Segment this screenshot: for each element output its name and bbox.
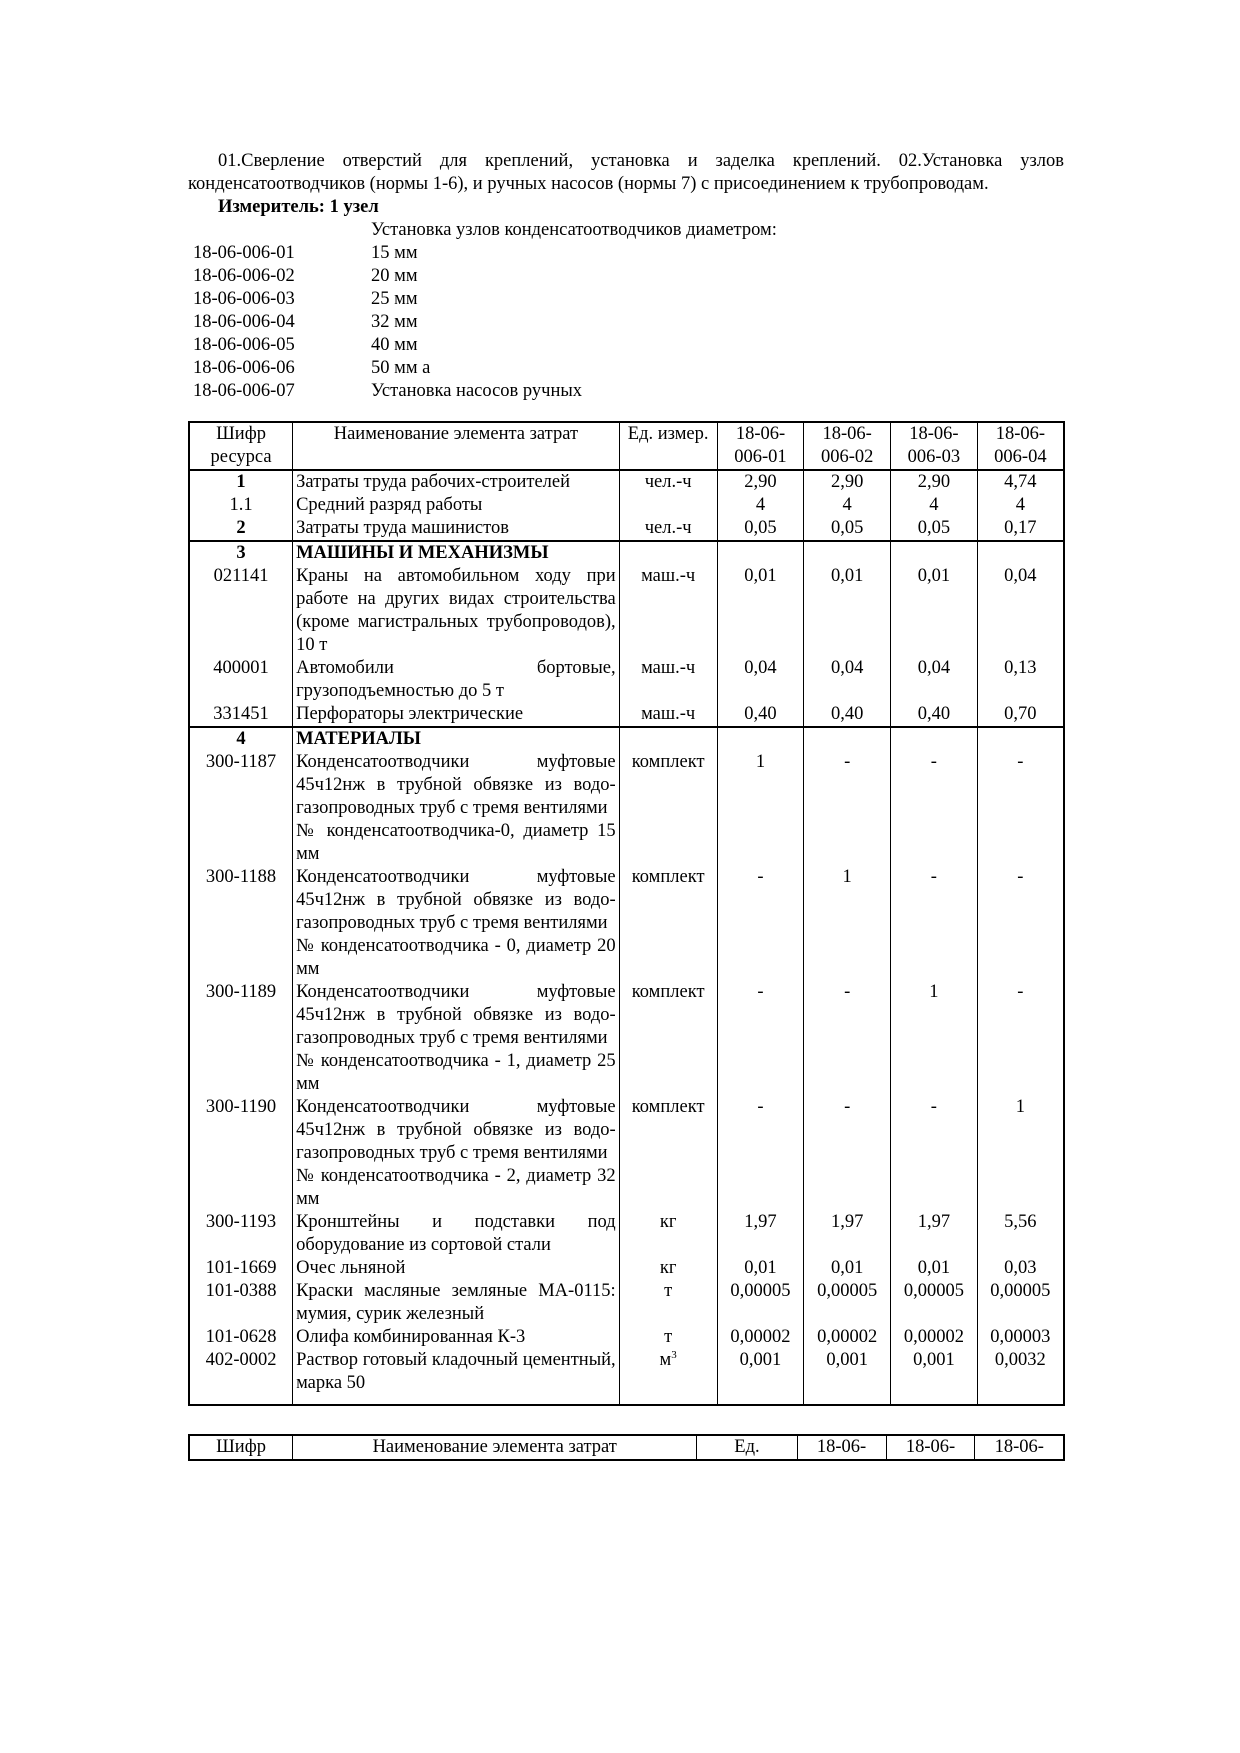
row-name-note: № конденсатоотводчика - 0, диаметр 20 мм xyxy=(296,936,616,979)
row-code: 021141 xyxy=(189,565,293,657)
row-code: 3 xyxy=(189,541,293,565)
row-value-02: - xyxy=(804,1096,891,1211)
table-row xyxy=(189,541,1064,565)
row-unit-cell xyxy=(619,751,717,866)
row-value-01: - xyxy=(717,981,804,1096)
row-value-04: 0,00005 xyxy=(977,1280,1064,1326)
row-value-03: 0,00005 xyxy=(891,1280,978,1326)
row-value-04 xyxy=(977,727,1064,751)
row-unit-cell xyxy=(619,866,717,981)
row-unit: т xyxy=(664,1281,673,1301)
code-row xyxy=(188,357,1064,380)
row-value-04: 0,04 xyxy=(977,565,1064,657)
row-name-cell xyxy=(293,751,620,866)
row-name: Раствор готовый кладочный цементный, марка 50 xyxy=(296,1350,616,1393)
row-name-cell xyxy=(293,727,620,751)
table-row xyxy=(189,981,1064,1096)
row-code: 331451 xyxy=(189,703,293,727)
row-unit: чел.-ч xyxy=(644,472,692,492)
row-name: МАТЕРИАЛЫ xyxy=(296,729,421,749)
row-value-01: - xyxy=(717,1096,804,1211)
row-value-02: 1,97 xyxy=(804,1211,891,1257)
row-value-03: 0,01 xyxy=(891,565,978,657)
code-description: Установка насосов ручных xyxy=(371,381,583,401)
row-name: Затраты труда рабочих-строителей xyxy=(296,472,570,492)
header-col-03: 18-06-006-03 xyxy=(891,422,978,470)
row-unit: м xyxy=(659,1350,672,1370)
table-row xyxy=(189,1211,1064,1257)
table-group xyxy=(189,470,1064,541)
row-code: 402-0002 xyxy=(189,1349,293,1395)
row-value-03: 0,01 xyxy=(891,1257,978,1280)
code-row xyxy=(188,334,1064,357)
row-name-cell xyxy=(293,703,620,727)
row-unit-sup: 3 xyxy=(671,1348,677,1361)
row-name-note: № конденсатоотводчика-0, диаметр 15 мм xyxy=(296,821,616,864)
row-unit-cell xyxy=(619,565,717,657)
row-value-01: 1 xyxy=(717,751,804,866)
row-code: 1.1 xyxy=(189,494,293,517)
document-page xyxy=(188,150,1064,1461)
row-value-02: 1 xyxy=(804,866,891,981)
row-value-03: 1 xyxy=(891,981,978,1096)
table-row xyxy=(189,1326,1064,1349)
row-value-02: 0,40 xyxy=(804,703,891,727)
row-code: 300-1188 xyxy=(189,866,293,981)
header-unit: Ед. измер. xyxy=(619,422,717,470)
code-description: 32 мм xyxy=(371,312,418,332)
row-name-note: № конденсатоотводчика - 1, диаметр 25 мм xyxy=(296,1051,616,1094)
row-unit-cell xyxy=(619,1096,717,1211)
row-unit: комплект xyxy=(631,1097,705,1117)
table-row xyxy=(189,470,1064,494)
row-name-cell xyxy=(293,657,620,703)
row-value-01 xyxy=(717,727,804,751)
row-name: Конденсатоотводчики муфтовые 45ч12нж в трубной обвязке из водо-газопроводных труб с тремя вентилями xyxy=(296,1097,616,1163)
header-col-04: 18-06-006-04 xyxy=(977,422,1064,470)
row-value-03: 0,00002 xyxy=(891,1326,978,1349)
row-value-03: 0,04 xyxy=(891,657,978,703)
table2-header-col-2: 18-06- xyxy=(886,1435,975,1460)
row-name: Краски масляные земляные МА-0115: мумия, сурик железный xyxy=(296,1281,616,1324)
row-value-02: 4 xyxy=(804,494,891,517)
row-value-04: 0,00003 xyxy=(977,1326,1064,1349)
row-value-02: - xyxy=(804,981,891,1096)
row-unit-cell xyxy=(619,470,717,494)
header-col-01: 18-06-006-01 xyxy=(717,422,804,470)
table2-header-col-1: 18-06- xyxy=(797,1435,886,1460)
row-code: 300-1187 xyxy=(189,751,293,866)
row-value-04: 5,56 xyxy=(977,1211,1064,1257)
code-number: 18-06-006-04 xyxy=(193,312,295,332)
row-code: 101-0628 xyxy=(189,1326,293,1349)
row-value-01: 0,01 xyxy=(717,1257,804,1280)
row-unit-cell xyxy=(619,517,717,541)
code-number: 18-06-006-02 xyxy=(193,266,295,286)
row-value-04: 0,17 xyxy=(977,517,1064,541)
row-name-cell xyxy=(293,541,620,565)
table2-header-col-3: 18-06- xyxy=(975,1435,1064,1460)
table-row xyxy=(189,1349,1064,1395)
table-row xyxy=(189,657,1064,703)
code-description: 15 мм xyxy=(371,243,418,263)
row-unit: комплект xyxy=(631,867,705,887)
code-description: 40 мм xyxy=(371,335,418,355)
row-unit: чел.-ч xyxy=(644,518,692,538)
table-row xyxy=(189,751,1064,866)
row-value-01: 0,04 xyxy=(717,657,804,703)
row-name: МАШИНЫ И МЕХАНИЗМЫ xyxy=(296,543,549,563)
code-number: 18-06-006-05 xyxy=(193,335,295,355)
table-group xyxy=(189,727,1064,1405)
row-value-03: - xyxy=(891,1096,978,1211)
row-value-03: 1,97 xyxy=(891,1211,978,1257)
table-row xyxy=(189,727,1064,751)
resource-table xyxy=(188,421,1065,1406)
row-value-02: 0,00005 xyxy=(804,1280,891,1326)
code-number: 18-06-006-01 xyxy=(193,243,295,263)
code-row xyxy=(188,311,1064,334)
row-unit: т xyxy=(664,1327,673,1347)
row-name: Перфораторы электрические xyxy=(296,704,524,724)
row-value-03: 4 xyxy=(891,494,978,517)
row-value-03: - xyxy=(891,751,978,866)
row-value-04: - xyxy=(977,981,1064,1096)
table-row xyxy=(189,1280,1064,1326)
row-unit: маш.-ч xyxy=(641,658,696,678)
row-value-01: 0,01 xyxy=(717,565,804,657)
row-value-04 xyxy=(977,541,1064,565)
intro-paragraph: 01.Сверление отверстий для креплений, установка и заделка креплений. 02.Установка узлов конденсатоотводчиков (нормы 1-6), и ручных насосов (нормы 7) с присоединением к трубопроводам. xyxy=(188,151,1064,194)
row-value-03 xyxy=(891,727,978,751)
table-row xyxy=(189,494,1064,517)
row-code: 4 xyxy=(189,727,293,751)
row-name-cell xyxy=(293,866,620,981)
codes-heading-row xyxy=(188,219,1064,242)
code-row xyxy=(188,380,1064,403)
row-value-03: 2,90 xyxy=(891,470,978,494)
row-name: Очес льняной xyxy=(296,1258,406,1278)
row-name-note: № конденсатоотводчика - 2, диаметр 32 мм xyxy=(296,1166,616,1209)
row-name: Конденсатоотводчики муфтовые 45ч12нж в трубной обвязке из водо-газопроводных труб с тремя вентилями xyxy=(296,867,616,933)
row-value-01: - xyxy=(717,866,804,981)
row-unit-cell xyxy=(619,981,717,1096)
row-value-04: 4 xyxy=(977,494,1064,517)
row-value-03: 0,40 xyxy=(891,703,978,727)
row-unit: кг xyxy=(659,1258,677,1278)
row-value-04: - xyxy=(977,866,1064,981)
row-unit-cell xyxy=(619,541,717,565)
row-unit-cell xyxy=(619,1280,717,1326)
row-code: 300-1193 xyxy=(189,1211,293,1257)
row-name-cell xyxy=(293,1096,620,1211)
row-value-03 xyxy=(891,541,978,565)
row-value-02: 0,01 xyxy=(804,1257,891,1280)
row-value-04: 0,03 xyxy=(977,1257,1064,1280)
row-name-cell xyxy=(293,1349,620,1395)
row-code: 300-1190 xyxy=(189,1096,293,1211)
row-name: Средний разряд работы xyxy=(296,495,483,515)
code-description: 25 мм xyxy=(371,289,418,309)
row-unit-cell xyxy=(619,1326,717,1349)
table-row xyxy=(189,866,1064,981)
row-value-02: 0,04 xyxy=(804,657,891,703)
row-value-02: 0,05 xyxy=(804,517,891,541)
row-unit: кг xyxy=(659,1212,677,1232)
row-unit-cell xyxy=(619,1211,717,1257)
row-value-01 xyxy=(717,541,804,565)
row-name-cell xyxy=(293,1211,620,1257)
row-code: 400001 xyxy=(189,657,293,703)
row-value-04: 0,0032 xyxy=(977,1349,1064,1395)
row-value-04: - xyxy=(977,751,1064,866)
row-name: Конденсатоотводчики муфтовые 45ч12нж в трубной обвязке из водо-газопроводных труб с тремя вентилями xyxy=(296,752,616,818)
row-name-cell xyxy=(293,1326,620,1349)
row-value-02: 0,01 xyxy=(804,565,891,657)
row-unit: маш.-ч xyxy=(641,704,696,724)
code-number: 18-06-006-03 xyxy=(193,289,295,309)
codes-list xyxy=(188,219,1064,403)
row-value-03: 0,001 xyxy=(891,1349,978,1395)
row-value-01: 0,00002 xyxy=(717,1326,804,1349)
row-name-cell xyxy=(293,494,620,517)
code-description: 50 мм а xyxy=(371,358,431,378)
table-group xyxy=(189,541,1064,727)
row-value-03: - xyxy=(891,866,978,981)
table-row xyxy=(189,517,1064,541)
table-row xyxy=(189,1257,1064,1280)
table2-header-row xyxy=(189,1435,1064,1460)
row-name: Затраты труда машинистов xyxy=(296,518,509,538)
row-value-01: 0,40 xyxy=(717,703,804,727)
row-unit-cell xyxy=(619,1349,717,1395)
row-value-02 xyxy=(804,727,891,751)
row-value-01: 0,001 xyxy=(717,1349,804,1395)
row-value-01: 2,90 xyxy=(717,470,804,494)
table-spacer-row xyxy=(189,1395,1064,1405)
header-col-02: 18-06-006-02 xyxy=(804,422,891,470)
row-unit-cell xyxy=(619,727,717,751)
row-code: 1 xyxy=(189,470,293,494)
code-row xyxy=(188,288,1064,311)
header-name: Наименование элемента затрат xyxy=(293,422,620,470)
row-value-04: 0,13 xyxy=(977,657,1064,703)
header-code: Шифр ресурса xyxy=(189,422,293,470)
row-code: 300-1189 xyxy=(189,981,293,1096)
row-name-cell xyxy=(293,1280,620,1326)
row-code: 2 xyxy=(189,517,293,541)
row-name: Конденсатоотводчики муфтовые 45ч12нж в трубной обвязке из водо-газопроводных труб с тремя вентилями xyxy=(296,982,616,1048)
row-name: Краны на автомобильном ходу при работе на других видах строительства (кроме магистральных трубопроводов), 10 т xyxy=(296,566,616,655)
row-name-cell xyxy=(293,565,620,657)
row-value-04: 0,70 xyxy=(977,703,1064,727)
code-row xyxy=(188,242,1064,265)
code-number: 18-06-006-07 xyxy=(193,381,295,401)
table-header-row xyxy=(189,422,1064,470)
row-name-cell xyxy=(293,470,620,494)
row-unit: комплект xyxy=(631,982,705,1002)
row-value-01: 0,00005 xyxy=(717,1280,804,1326)
row-code: 101-0388 xyxy=(189,1280,293,1326)
codes-heading: Установка узлов конденсатоотводчиков диаметром: xyxy=(371,220,777,240)
row-name: Автомобили бортовые, грузоподъемностью до 5 т xyxy=(296,658,616,701)
row-name-cell xyxy=(293,981,620,1096)
row-value-02: 2,90 xyxy=(804,470,891,494)
row-name-cell xyxy=(293,517,620,541)
row-unit-cell xyxy=(619,657,717,703)
row-unit-cell xyxy=(619,494,717,517)
row-unit: маш.-ч xyxy=(641,566,696,586)
row-name: Кронштейны и подставки под оборудование из сортовой стали xyxy=(296,1212,616,1255)
code-row xyxy=(188,265,1064,288)
row-value-04: 4,74 xyxy=(977,470,1064,494)
row-unit: комплект xyxy=(631,752,705,772)
row-value-02: 0,001 xyxy=(804,1349,891,1395)
row-value-02 xyxy=(804,541,891,565)
table-row xyxy=(189,565,1064,657)
row-value-01: 1,97 xyxy=(717,1211,804,1257)
row-value-04: 1 xyxy=(977,1096,1064,1211)
code-description: 20 мм xyxy=(371,266,418,286)
table-row xyxy=(189,703,1064,727)
row-unit-cell xyxy=(619,703,717,727)
table2-header-name: Наименование элемента затрат xyxy=(293,1435,697,1460)
row-value-01: 0,05 xyxy=(717,517,804,541)
table2-header-code: Шифр xyxy=(189,1435,293,1460)
row-unit-cell xyxy=(619,1257,717,1280)
row-code: 101-1669 xyxy=(189,1257,293,1280)
row-value-02: 0,00002 xyxy=(804,1326,891,1349)
measure-line: Измеритель: 1 узел xyxy=(218,197,379,217)
row-value-02: - xyxy=(804,751,891,866)
row-name-cell xyxy=(293,1257,620,1280)
row-value-03: 0,05 xyxy=(891,517,978,541)
row-name: Олифа комбинированная К-3 xyxy=(296,1327,526,1347)
row-value-01: 4 xyxy=(717,494,804,517)
table2-header-unit: Ед. xyxy=(697,1435,797,1460)
table-row xyxy=(189,1096,1064,1211)
code-number: 18-06-006-06 xyxy=(193,358,295,378)
continuation-table-header xyxy=(188,1434,1065,1461)
